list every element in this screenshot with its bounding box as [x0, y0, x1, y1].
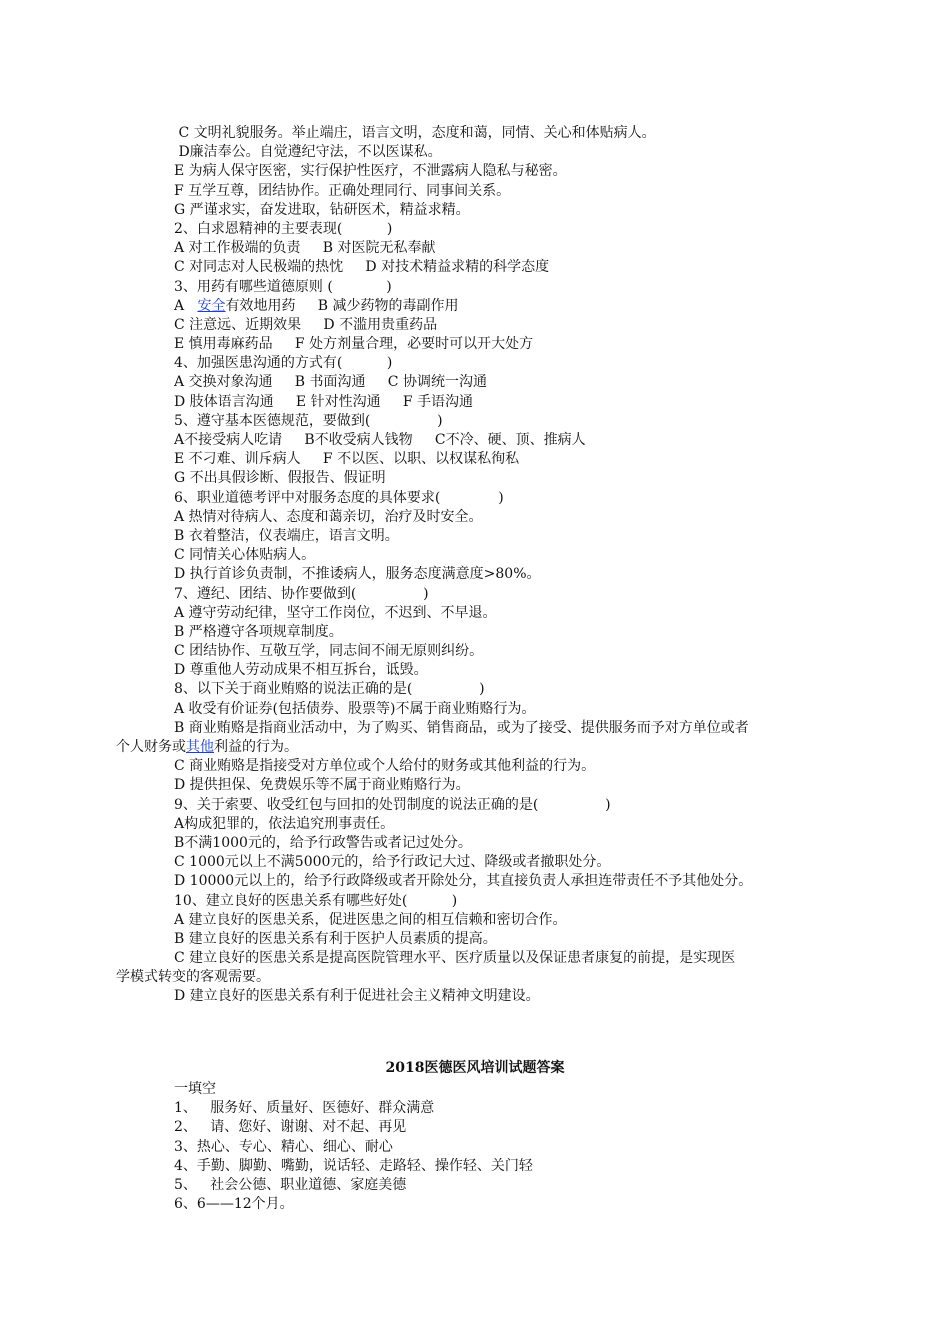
text-line: B不满1000元的，给予行政警告或者记过处分。: [174, 834, 472, 851]
question-2: 2、白求恩精神的主要表现( ): [174, 220, 393, 237]
question-10: 10、建立良好的医患关系有哪些好处( ): [174, 892, 458, 909]
answer-line: 3、热心、专心、精心、细心、耐心: [174, 1138, 393, 1155]
answer-line: 6、6——12个月。: [174, 1196, 294, 1213]
text-line: A 热情对待病人、态度和蔼亲切，治疗及时安全。: [174, 508, 483, 525]
question-3: 3、用药有哪些道德原则 ( ): [174, 278, 392, 295]
link-qita[interactable]: 其他: [186, 739, 214, 755]
text-line: 学模式转变的客观需要。: [116, 969, 270, 986]
question-4: 4、加强医患沟通的方式有( ): [174, 355, 393, 372]
questions-section: [116, 124, 814, 1007]
text-line: C 文明礼貌服务。举止端庄，语言文明，态度和蔼，同情、关心和体贴病人。: [174, 125, 656, 141]
text-line: D廉洁奉公。自觉遵纪守法，不以医谋私。: [174, 144, 442, 161]
text-line: A构成犯罪的，依法追究刑事责任。: [174, 815, 395, 832]
text-line: D 建立良好的医患关系有利于促进社会主义精神文明建设。: [174, 988, 540, 1005]
answer-line: 5、 社会公德、职业道德、家庭美德: [174, 1176, 407, 1193]
text-line: C 对同志对人民极端的热忱 D 对技术精益求精的科学态度: [174, 259, 550, 276]
text-line: A 收受有价证券(包括债券、股票等)不属于商业贿赂行为。: [174, 700, 536, 717]
text-line: E 不刁难、训斥病人 F 不以医、以职、以权谋私徇私: [174, 451, 520, 468]
text-line: E 慎用毒麻药品 F 处方剂量合理，必要时可以开大处方: [174, 336, 534, 353]
text-line: A 对工作极端的负责 B 对医院无私奉献: [174, 240, 436, 257]
text-line: A不接受病人吃请 B不收受病人钱物 C不冷、硬、顶、推病人: [174, 432, 586, 448]
question-8: 8、以下关于商业贿赂的说法正确的是( ): [174, 681, 485, 698]
text-line: D 执行首诊负责制，不推诿病人，服务态度满意度>80%。: [174, 566, 541, 583]
text-line: F 互学互尊，团结协作。正确处理同行、同事间关系。: [174, 182, 511, 199]
text-line: C 注意远、近期效果 D 不滥用贵重药品: [174, 316, 438, 333]
text-line: G 不出具假诊断、假报告、假证明: [174, 470, 386, 487]
text-line: D 10000元以上的，给予行政降级或者开除处分，其直接负责人承担连带责任不予其他处分。: [174, 873, 753, 890]
text-segment: 有效地用药 B 减少药物的毒副作用: [225, 297, 459, 314]
question-9: 9、关于索要、收受红包与回扣的处罚制度的说法正确的是( ): [174, 796, 611, 813]
text-line: G 严谨求实，奋发进取，钻研医术，精益求精。: [174, 201, 470, 218]
text-line: C 建立良好的医患关系是提高医院管理水平、医疗质量以及保证患者康复的前提，是实现医: [174, 950, 736, 967]
question-5: 5、遵守基本医德规范，要做到( ): [174, 412, 443, 429]
text-line: [174, 297, 814, 316]
answer-line: 1、 服务好、质量好、医德好、群众满意: [174, 1100, 435, 1117]
answer-line: 一填空: [174, 1081, 216, 1097]
text-segment: A: [174, 297, 198, 314]
text-line: C 1000元以上不满5000元的，给予行政记大过、降级或者撤职处分。: [174, 854, 611, 871]
text-line: E 为病人保守医密，实行保护性医疗，不泄露病人隐私与秘密。: [174, 163, 567, 180]
answer-line: 4、手勤、脚勤、嘴勤，说话轻、走路轻、操作轻、关门轻: [174, 1157, 533, 1174]
text-segment: 利益的行为。: [214, 739, 298, 755]
text-line: D 肢体语言沟通 E 针对性沟通 F 手语沟通: [174, 393, 474, 410]
text-line: B 商业贿赂是指商业活动中，为了购买、销售商品，或为了接受、提供服务而予对方单位或者: [174, 719, 749, 736]
text-line: A 遵守劳动纪律，坚守工作岗位，不迟到、不早退。: [174, 604, 497, 621]
text-line: [116, 738, 814, 757]
answer-title: 2018医德医风培训试题答案: [385, 1060, 565, 1076]
text-line: C 团结协作、互敬互学，同志间不闹无原则纠纷。: [174, 643, 484, 660]
text-line: B 建立良好的医患关系有利于医护人员素质的提高。: [174, 930, 497, 947]
text-line: C 同情关心体贴病人。: [174, 547, 316, 564]
text-line: D 提供担保、免费娱乐等不属于商业贿赂行为。: [174, 777, 470, 794]
text-line: A 建立良好的医患关系，促进医患之间的相互信赖和密切合作。: [174, 911, 567, 928]
question-7: 7、遵纪、团结、协作要做到( ): [174, 585, 429, 602]
text-line: D 尊重他人劳动成果不相互拆台，诋毁。: [174, 662, 428, 679]
text-line: B 衣着整洁，仪表端庄，语言文明。: [174, 527, 399, 544]
text-line: A 交换对象沟通 B 书面沟通 C 协调统一沟通: [174, 374, 487, 391]
answers-section: [174, 1080, 814, 1214]
text-line: B 严格遵守各项规章制度。: [174, 623, 343, 640]
text-line: C 商业贿赂是指接受对方单位或个人给付的财务或其他利益的行为。: [174, 758, 596, 775]
answer-line: 2、 请、您好、谢谢、对不起、再见: [174, 1119, 407, 1136]
link-anquan[interactable]: 安全: [197, 297, 226, 314]
question-6: 6、职业道德考评中对服务态度的具体要求( ): [174, 489, 504, 506]
text-segment: 个人财务或: [116, 739, 186, 755]
